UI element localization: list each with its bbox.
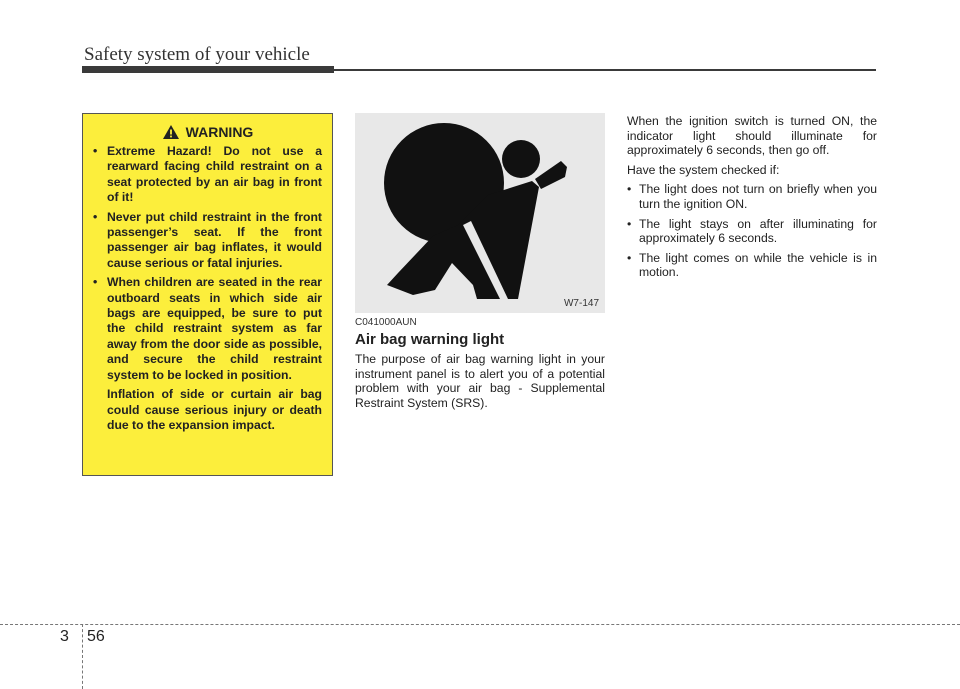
warning-item: • Extreme Hazard! Do not use a rearward facing child restraint on a seat protected by an air bag in front of it! — [93, 144, 322, 206]
col3-lead: Have the system checked if: — [627, 162, 780, 177]
footer-divider — [82, 624, 83, 689]
list-item: • The light comes on while the vehicle is in motion. — [627, 251, 877, 280]
airbag-warning-icon — [355, 113, 605, 313]
airbag-illustration — [355, 113, 605, 313]
warning-title: WARNING — [185, 124, 254, 140]
col3-list — [627, 182, 877, 280]
warning-extra: Inflation of side or curtain air bag could cause serious injury or death due to the expansion impact. — [107, 387, 322, 432]
list-item: • The light stays on after illuminating for approximately 6 seconds. — [627, 217, 877, 246]
section-body: The purpose of air bag warning light in your instrument panel is to alert you of a potential problem with your air bag - Supplemental Restraint System (SRS). — [355, 352, 605, 410]
warning-item: • When children are seated in the rear outboard seats in which side air bags are equipped, be sure to put the child restraint system as far away from the door side as possible, and secure the child restraint system to be locked in position. — [93, 275, 322, 383]
page-header-title: Safety system of your vehicle — [84, 44, 310, 65]
warning-item: • Never put child restraint in the front passenger’s seat. If the front passenger air bag inflates, it would cause serious or fatal injuries. — [93, 210, 322, 272]
warning-header — [93, 124, 322, 140]
warning-triangle-icon — [162, 124, 180, 140]
header-rule — [82, 66, 876, 74]
col3-intro: When the ignition switch is turned ON, the indicator light should illuminate for approximately 6 seconds, then go off. — [627, 114, 877, 158]
footer-rule — [0, 624, 960, 625]
section-title: Air bag warning light — [355, 331, 505, 348]
illustration-code: W7-147 — [563, 298, 599, 309]
list-item: • The light does not turn on briefly when you turn the ignition ON. — [627, 182, 877, 211]
page-number: 56 — [87, 628, 105, 645]
warning-list — [93, 144, 322, 383]
right-column — [627, 114, 877, 285]
warning-box — [82, 113, 333, 476]
section-code: C041000AUN — [355, 317, 417, 328]
chapter-number: 3 — [60, 628, 69, 645]
